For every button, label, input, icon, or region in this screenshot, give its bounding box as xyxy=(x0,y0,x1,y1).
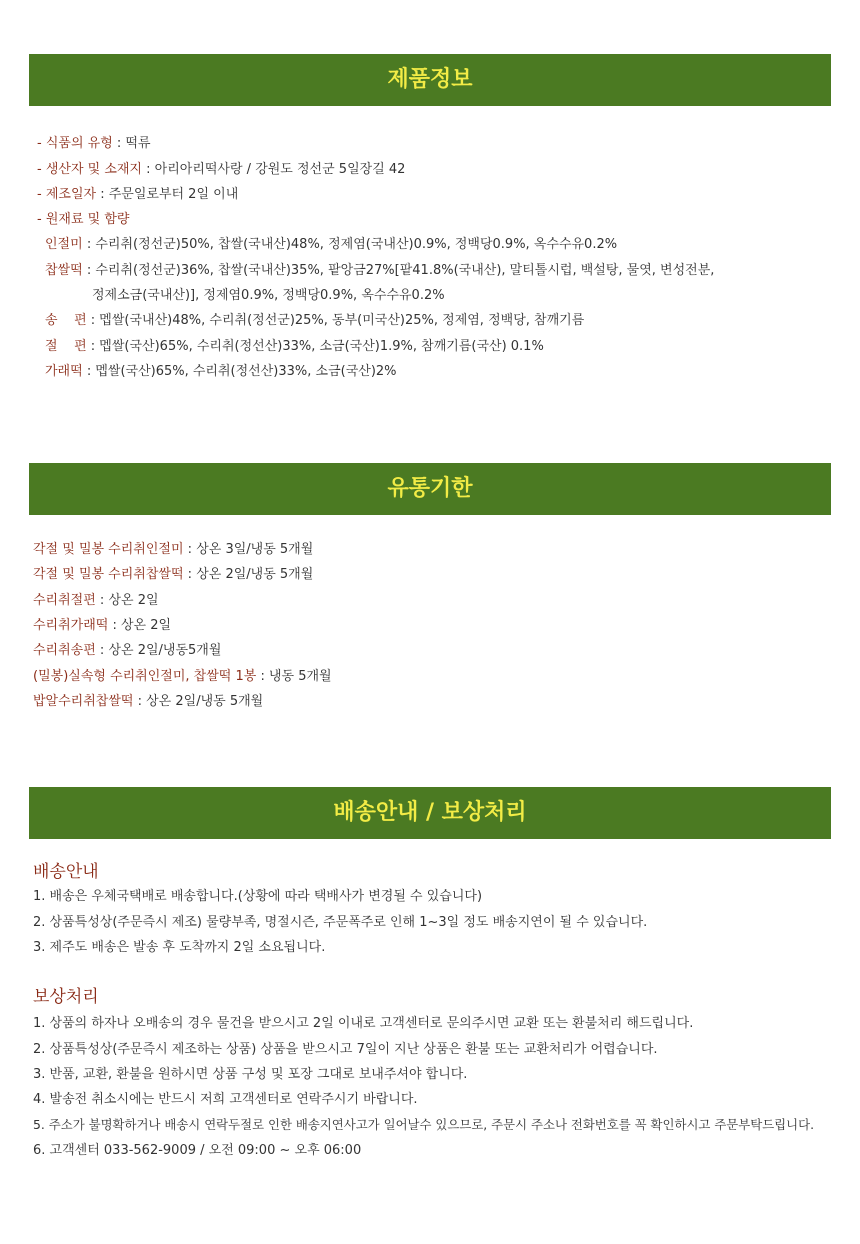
ingredient-label: 인절미 xyxy=(45,237,83,252)
ingredient-row-songpyeon xyxy=(45,312,584,330)
compensation-item: 6. 고객센터 033-562-9009 / 오전 09:00 ~ 오후 06:00 xyxy=(33,1143,362,1158)
shipping-heading: 배송안내 xyxy=(33,862,99,882)
row-label: - 식품의 유형 xyxy=(37,136,113,151)
row-label: - 제조일자 xyxy=(37,187,97,202)
ingredient-value: : 멥쌀(국산)65%, 수리취(정선산)33%, 소금(국산)2% xyxy=(82,364,397,379)
ingredient-row-injeolmi xyxy=(45,236,617,254)
row-label: - 원재료 및 함량 xyxy=(37,212,130,227)
shelf-row xyxy=(33,541,313,559)
shipping-item: 3. 제주도 배송은 발송 후 도착까지 2일 소요됩니다. xyxy=(33,940,326,955)
ingredient-value-continued: 정제소금(국내산)], 정제염0.9%, 정백당0.9%, 옥수수유0.2% xyxy=(92,288,445,303)
compensation-item: 2. 상품특성상(주문즉시 제조하는 상품) 상품을 받으시고 7일이 지난 상품은 환불 또는 교환처리가 어렵습니다. xyxy=(33,1042,658,1057)
shelf-value: : 냉동 5개월 xyxy=(256,669,332,684)
info-row-ingredients xyxy=(37,211,129,229)
shelf-label: 밥알수리취찹쌀떡 xyxy=(33,694,134,709)
shelf-value: : 상온 2일/냉동5개월 xyxy=(95,643,222,658)
shelf-label: 각절 및 밀봉 수리취찹쌀떡 xyxy=(33,567,184,582)
product-info-banner: 제품정보 xyxy=(29,54,831,106)
shelf-life-banner: 유통기한 xyxy=(29,463,831,515)
shelf-label: 각절 및 밀봉 수리취인절미 xyxy=(33,542,184,557)
shipping-item: 1. 배송은 우체국택배로 배송합니다.(상황에 따라 택배사가 변경될 수 있습니다) xyxy=(33,889,483,904)
ingredient-row-chapssaltteok xyxy=(45,262,714,280)
ingredient-value: : 수리취(정선군)50%, 찹쌀(국내산)48%, 정제염(국내산)0.9%, 정백당0.9%, 옥수수유0.2% xyxy=(82,237,618,252)
shelf-row xyxy=(33,642,221,660)
shelf-label: (밀봉)실속형 수리취인절미, 찹쌀떡 1봉 xyxy=(33,669,257,684)
shelf-row xyxy=(33,668,332,686)
ingredient-value: : 수리취(정선군)36%, 찹쌀(국내산)35%, 팥앙금27%[팥41.8%(국내산), 말티톨시럽, 백설탕, 물엿, 변성전분, xyxy=(82,263,715,278)
row-value: : 떡류 xyxy=(112,136,151,151)
info-row-manufacture-date xyxy=(37,186,238,204)
ingredient-label: 송 편 xyxy=(45,313,87,328)
delivery-banner: 배송안내 / 보상처리 xyxy=(29,787,831,839)
ingredient-label: 절 편 xyxy=(45,339,87,354)
compensation-item: 4. 발송전 취소시에는 반드시 저희 고객센터로 연락주시기 바랍니다. xyxy=(33,1092,418,1107)
info-row-producer xyxy=(37,161,405,179)
ingredient-value: : 멥쌀(국산)65%, 수리취(정선산)33%, 소금(국산)1.9%, 참깨기름(국산) 0.1% xyxy=(86,339,544,354)
ingredient-row-garaetteok xyxy=(45,363,397,381)
shelf-row xyxy=(33,566,313,584)
shelf-value: : 상온 2일/냉동 5개월 xyxy=(183,567,314,582)
shelf-row xyxy=(33,693,263,711)
shelf-value: : 상온 2일 xyxy=(95,593,159,608)
info-row-food-type xyxy=(37,135,151,153)
ingredient-label: 가래떡 xyxy=(45,364,83,379)
shelf-value: : 상온 3일/냉동 5개월 xyxy=(183,542,314,557)
shelf-row xyxy=(33,617,171,635)
shelf-row xyxy=(33,592,159,610)
ingredient-row-jeolpyeon xyxy=(45,338,544,356)
shelf-label: 수리취가래떡 xyxy=(33,618,109,633)
shelf-label: 수리취절편 xyxy=(33,593,96,608)
shipping-item: 2. 상품특성상(주문즉시 제조) 물량부족, 명절시즌, 주문폭주로 인해 1~3일 정도 배송지연이 될 수 있습니다. xyxy=(33,915,648,930)
compensation-item: 3. 반품, 교환, 환불을 원하시면 상품 구성 및 포장 그대로 보내주셔야 합니다. xyxy=(33,1067,468,1082)
shelf-value: : 상온 2일/냉동 5개월 xyxy=(133,694,264,709)
shelf-value: : 상온 2일 xyxy=(108,618,172,633)
row-value: : 주문일로부터 2일 이내 xyxy=(96,187,239,202)
row-label: - 생산자 및 소재지 xyxy=(37,162,142,177)
row-value: : 아리아리떡사랑 / 강원도 정선군 5일장길 42 xyxy=(142,162,406,177)
compensation-heading: 보상처리 xyxy=(33,987,99,1007)
shelf-label: 수리취송편 xyxy=(33,643,96,658)
compensation-item: 1. 상품의 하자나 오배송의 경우 물건을 받으시고 2일 이내로 고객센터로 문의주시면 교환 또는 환불처리 해드립니다. xyxy=(33,1016,694,1031)
compensation-item: 5. 주소가 불명확하거나 배송시 연락두절로 인한 배송지연사고가 일어날수 있으므로, 주문시 주소나 전화번호를 꼭 확인하시고 주문부탁드립니다. xyxy=(33,1117,815,1132)
ingredient-row-chapssaltteok-continued xyxy=(92,287,445,305)
ingredient-label: 찹쌀떡 xyxy=(45,263,83,278)
ingredient-value: : 멥쌀(국내산)48%, 수리취(정선군)25%, 동부(미국산)25%, 정제염, 정백당, 참깨기름 xyxy=(86,313,585,328)
